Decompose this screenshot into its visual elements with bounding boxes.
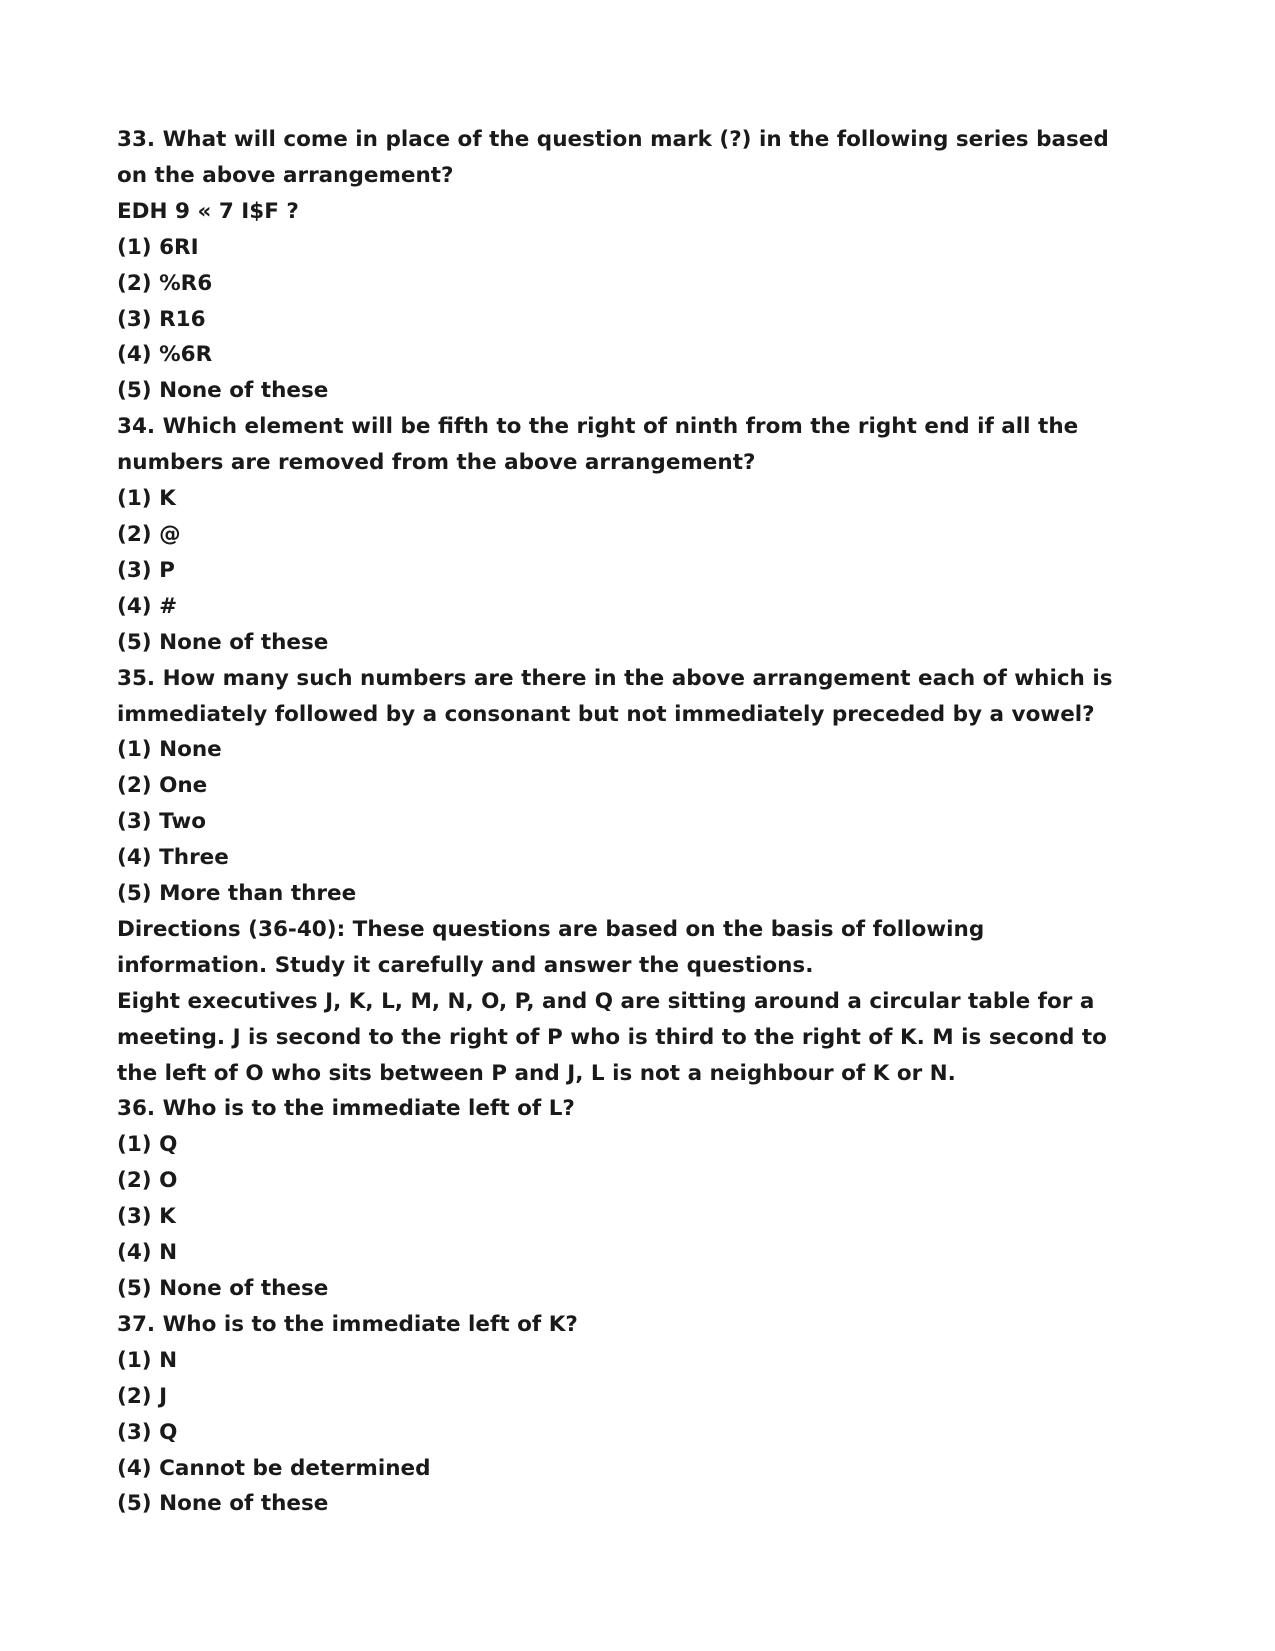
passage-line-3: the left of O who sits between P and J, L is not a neighbour of K or N. <box>117 1060 956 1086</box>
option-2: (2) %R6 <box>117 270 213 296</box>
directions-block <box>117 912 1162 1092</box>
option-3: (3) Q <box>117 1419 178 1445</box>
question-33 <box>117 122 1162 409</box>
option-1: (1) 6RI <box>117 234 199 260</box>
option-1: (1) N <box>117 1347 178 1373</box>
option-5: (5) None of these <box>117 378 329 404</box>
question-text: 36. Who is to the immediate left of L? <box>117 1096 575 1122</box>
option-5: (5) None of these <box>117 1276 329 1301</box>
option-5: (5) None of these <box>117 629 329 655</box>
option-1: (1) K <box>117 486 176 512</box>
question-text: 37. Who is to the immediate left of K? <box>117 1311 578 1337</box>
option-4: (4) %6R <box>117 342 213 368</box>
directions-heading: Directions (36-40): These questions are based on the basis of following <box>117 916 985 942</box>
question-36 <box>117 1091 1162 1306</box>
option-3: (3) Two <box>117 809 207 835</box>
question-text: 34. Which element will be fifth to the right of ninth from the right end if all the <box>117 414 1079 440</box>
series-text: EDH 9 « 7 I$F ? <box>117 198 299 224</box>
question-text-continued: on the above arrangement? <box>117 162 454 188</box>
option-3: (3) R16 <box>117 306 206 332</box>
option-3: (3) K <box>117 1204 176 1230</box>
passage-line-1: Eight executives J, K, L, M, N, O, P, and Q are sitting around a circular table for a <box>117 988 1095 1014</box>
question-37 <box>117 1307 1162 1522</box>
option-1: (1) None <box>117 737 222 763</box>
option-2: (2) J <box>117 1383 168 1409</box>
option-2: (2) @ <box>117 521 181 547</box>
passage-line-2: meeting. J is second to the right of P who is third to the right of K. M is second to <box>117 1024 1107 1050</box>
question-35 <box>117 661 1162 912</box>
option-5: (5) None of these <box>117 1491 329 1517</box>
option-2: (2) O <box>117 1168 178 1194</box>
question-text-continued: numbers are removed from the above arrangement? <box>117 450 756 476</box>
question-text: 35. How many such numbers are there in the above arrangement each of which is <box>117 665 1113 691</box>
question-text: 33. What will come in place of the question mark (?) in the following series based <box>117 127 1109 152</box>
directions-instruction: information. Study it carefully and answer the questions. <box>117 952 814 978</box>
option-4: (4) # <box>117 593 178 619</box>
option-3: (3) P <box>117 557 175 583</box>
option-5: (5) More than three <box>117 881 357 907</box>
option-2: (2) One <box>117 773 208 799</box>
question-text-continued: immediately followed by a consonant but not immediately preceded by a vowel? <box>117 701 1095 727</box>
option-1: (1) Q <box>117 1132 178 1158</box>
option-4: (4) Three <box>117 845 229 871</box>
question-34 <box>117 409 1162 660</box>
option-4: (4) N <box>117 1240 178 1266</box>
option-4: (4) Cannot be determined <box>117 1455 431 1481</box>
document-page <box>117 122 1162 1522</box>
